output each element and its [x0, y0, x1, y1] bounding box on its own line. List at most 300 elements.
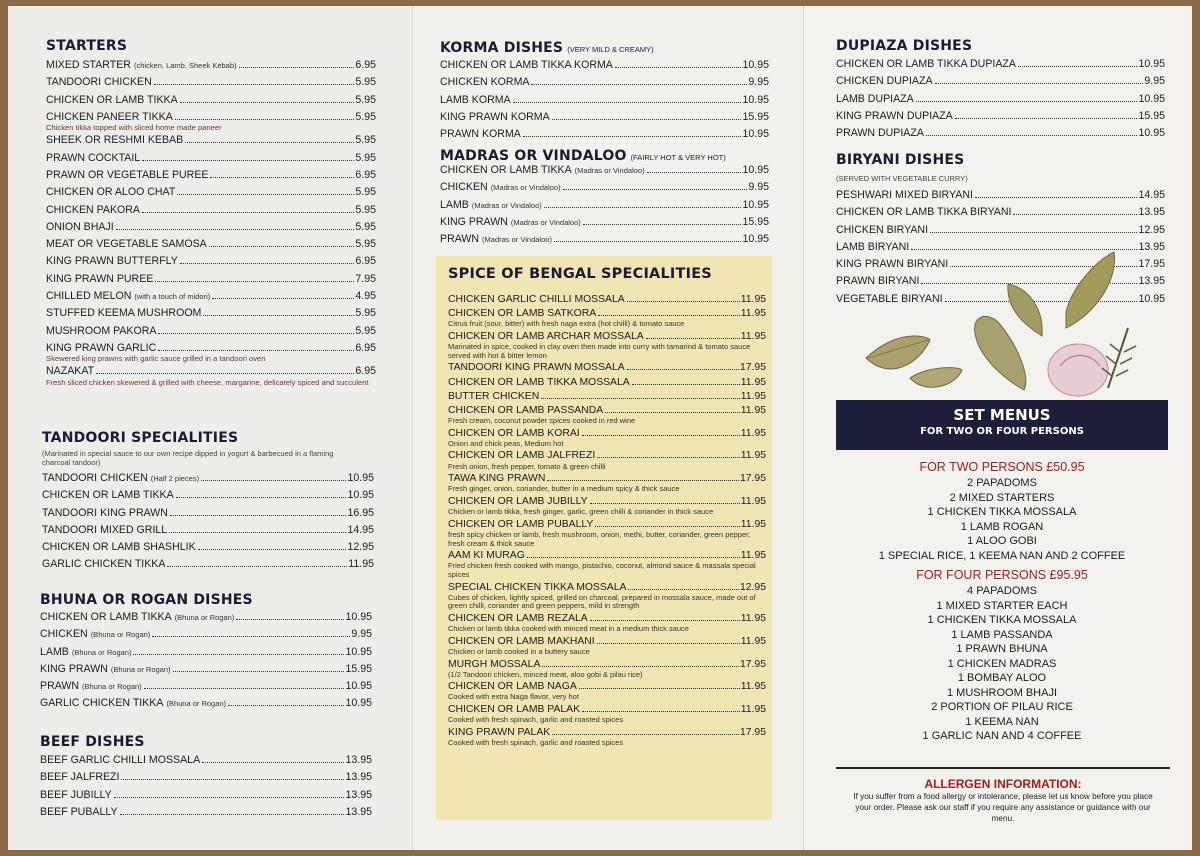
- menu-item-price: 17.95: [739, 362, 766, 374]
- leader-dots: [590, 620, 740, 621]
- menu-item: [46, 273, 376, 290]
- dupiaza-list: [836, 58, 1165, 144]
- menu-item-name: MIXED STARTER: [46, 59, 131, 71]
- madras-list: [440, 164, 769, 250]
- menu-item-name: PRAWN OR VEGETABLE PUREE: [46, 168, 209, 181]
- leader-dots: [1018, 66, 1138, 67]
- menu-item-desc: (Bhuna or Rogan): [110, 664, 171, 674]
- menu-item-price: 5.95: [355, 324, 376, 337]
- menu-item-name: CHICKEN OR LAMB JUBILLY: [448, 496, 588, 508]
- menu-item-name: BUTTER CHICKEN: [448, 390, 540, 402]
- menu-item: [836, 224, 1165, 241]
- menu-item-desc: (Madras or Vindaloo): [574, 166, 645, 175]
- menu-item: [836, 189, 1165, 206]
- menu-item-note: Cubes of chicken, lightly spiced, grilled on charcoal, prepared in mossala sauce, made out of green chilli, coriander and green peppers, mild in strength: [448, 592, 756, 611]
- menu-item: [46, 238, 376, 255]
- set-four-lines: [836, 585, 1168, 745]
- leader-dots: [96, 373, 354, 374]
- rosemary-icon: [1102, 328, 1136, 388]
- leader-dots: [239, 67, 355, 68]
- leader-dots: [228, 705, 344, 706]
- menu-item-price: 9.95: [1144, 75, 1165, 88]
- menu-item-name: CHICKEN OR LAMB REZALA: [448, 612, 588, 624]
- menu-item-price: 13.95: [345, 754, 372, 766]
- leader-dots: [975, 197, 1138, 198]
- specialities-list: [448, 294, 766, 750]
- menu-item-name: KING PRAWN: [440, 215, 508, 228]
- menu-item-name: CHICKEN: [440, 181, 488, 194]
- menu-item-price: 10.95: [345, 645, 372, 658]
- menu-item-price: 11.95: [740, 450, 766, 462]
- garlic-icon: [1048, 344, 1108, 396]
- menu-item-name: CHICKEN OR LAMB NAGA: [448, 681, 577, 693]
- menu-item-note: Fried chicken fresh cooked with mango, pistachio, coconut, almond sauce & massala special spices: [448, 561, 756, 579]
- menu-item: [448, 377, 766, 391]
- menu-item-price: 11.95: [740, 518, 766, 530]
- menu-item: [440, 181, 769, 198]
- menu-item: [40, 771, 372, 788]
- menu-item-name: KING PRAWN BUTTERFLY: [46, 255, 178, 268]
- leader-dots: [579, 688, 740, 689]
- leader-dots: [554, 241, 742, 242]
- leader-dots: [563, 189, 748, 190]
- menu-item-price: 6.95: [355, 59, 376, 71]
- set-menu-line: 2 PAPADOMS: [967, 477, 1037, 489]
- divider: [836, 767, 1170, 769]
- menu-item-name: KING PRAWN: [40, 662, 108, 675]
- menu-item-name: ONION BHAJI: [46, 220, 114, 233]
- menu-item-name: GARLIC CHICKEN TIKKA: [42, 558, 166, 571]
- menu-item-name: TAWA KING PRAWN: [448, 473, 546, 485]
- leader-dots: [209, 246, 355, 247]
- leader-dots: [154, 84, 355, 85]
- menu-item-price: 5.95: [355, 186, 376, 199]
- menu-item: [440, 199, 769, 216]
- leader-dots: [142, 212, 354, 213]
- menu-item-name: CHILLED MELON: [46, 290, 132, 303]
- menu-item-name: CHICKEN OR LAMB TIKKA KORMA: [440, 59, 613, 71]
- menu-item: [46, 186, 376, 203]
- menu-item-price: 10.95: [345, 680, 372, 693]
- leader-dots: [583, 224, 742, 225]
- menu-item-price: 13.95: [1138, 275, 1165, 288]
- menu-item-name: KING PRAWN DUPIAZA: [836, 109, 953, 122]
- menu-item-note: Skewered king prawns with garlic sauce grilled in a tandoori oven: [46, 354, 266, 364]
- tandoori-title: TANDOORI SPECIALITIES: [42, 430, 239, 446]
- set-menu-line: 1 MUSHROOM BHAJI: [946, 686, 1057, 699]
- menu-item-name: CHICKEN OR LAMB TIKKA DUPIAZA: [836, 58, 1016, 70]
- set-menu-line: 1 GARLIC NAN AND 4 COFFEE: [922, 730, 1082, 742]
- leader-dots: [144, 688, 345, 689]
- menu-item-price: 10.95: [742, 93, 769, 106]
- menu-item: [836, 127, 1165, 144]
- menu-item-price: 17.95: [739, 726, 766, 738]
- set-menu-line: 1 BOMBAY ALOO: [957, 672, 1047, 684]
- menu-item-desc: (Bhuna or Rogan): [90, 630, 151, 640]
- bhuna-title: BHUNA OR ROGAN DISHES: [40, 592, 253, 608]
- allergen-text: If you suffer from a food allergy or intolerance, please let us know before you place your order. Please ask our staff if you require any assistance or guidance with our menu.: [853, 792, 1153, 823]
- menu-item-price: 17.95: [739, 658, 766, 670]
- menu-item: [46, 290, 376, 307]
- menu-item-name: LAMB DUPIAZA: [836, 92, 914, 105]
- menu-item-name: TANDOORI CHICKEN: [46, 76, 152, 89]
- menu-item-desc: (Madras or Vindaloo): [482, 235, 552, 245]
- menu-item-price: 11.95: [740, 681, 766, 693]
- menu-item-name: CHICKEN PANEER TIKKA: [46, 110, 173, 123]
- menu-item-name: MURGH MOSSALA: [448, 658, 541, 670]
- menu-item-price: 10.95: [742, 128, 769, 141]
- leader-dots: [185, 142, 354, 143]
- menu-item-name: CHICKEN OR ALOO CHAT: [46, 186, 176, 199]
- menu-item-note: Marinated in spice, cooked in clay oven then made into curry with tamarind & tomato sauce served with hot & bitter lemon: [448, 342, 751, 360]
- menu-item-price: 11.95: [348, 558, 374, 571]
- menu-item-name: GARLIC CHICKEN TIKKA: [40, 697, 164, 710]
- menu-item: [42, 507, 374, 524]
- leader-dots: [121, 779, 344, 780]
- madras-note: (FAIRLY HOT & VERY HOT): [630, 153, 726, 162]
- korma-title: KORMA DISHES (VERY MILD & CREAMY): [440, 40, 654, 56]
- menu-item-note: Cooked with extra Naga flavor, very hot: [448, 692, 579, 702]
- bhuna-list: [40, 611, 372, 715]
- menu-item-price: 11.95: [740, 427, 766, 439]
- menu-item-name: SHEEK OR RESHMI KEBAB: [46, 134, 184, 147]
- menu-item-price: 13.95: [345, 771, 372, 784]
- set-menu-line: 1 MIXED STARTER EACH: [936, 599, 1068, 612]
- menu-item: [42, 472, 374, 489]
- korma-list: [440, 59, 769, 145]
- menu-item-note: Fresh onion, fresh pepper, tomato & green chilli: [448, 461, 606, 471]
- menu-item: [46, 255, 376, 272]
- leader-dots: [597, 643, 740, 644]
- menu-item: [40, 680, 372, 697]
- set-menu-line: 1 CHICKEN TIKKA MOSSALA: [927, 614, 1077, 626]
- leader-dots: [116, 229, 355, 230]
- menu-item-name: CHICKEN OR LAMB TIKKA MOSSALA: [448, 376, 630, 388]
- leader-dots: [916, 101, 1138, 102]
- leader-dots: [203, 315, 354, 316]
- leader-dots: [212, 298, 354, 299]
- menu-item: [440, 128, 769, 145]
- menu-item-price: 15.95: [345, 662, 372, 675]
- leader-dots: [158, 333, 354, 334]
- menu-item: [448, 362, 766, 376]
- menu-item-name: KING PRAWN PUREE: [46, 272, 154, 285]
- menu-item-price: 13.95: [1138, 240, 1165, 253]
- leader-dots: [582, 711, 740, 712]
- menu-item-price: 10.95: [742, 59, 769, 71]
- menu-item-note: Chicken or lamb cooked in a buttery sauce: [448, 646, 590, 656]
- leader-dots: [177, 194, 354, 195]
- set-menus-banner: [836, 400, 1168, 450]
- menu-item-name: MEAT OR VEGETABLE SAMOSA: [46, 238, 207, 251]
- allergen-info: [846, 777, 1160, 824]
- menu-item-name: CHICKEN OR LAMB SHASHLIK: [42, 541, 196, 554]
- menu-item-note: Chicken or lamb tikka, fresh ginger, garlic, green chilli & coriander in thick sauce: [448, 507, 714, 517]
- menu-item-price: 5.95: [355, 220, 376, 233]
- menu-item-price: 11.95: [740, 635, 766, 647]
- leader-dots: [169, 532, 346, 533]
- menu-item-name: VEGETABLE BIRYANI: [836, 292, 943, 305]
- menu-item-price: 15.95: [742, 215, 769, 228]
- menu-item-desc: (Madras or Vindaloo): [490, 183, 561, 193]
- tandoori-list: [42, 472, 374, 576]
- menu-item-name: LAMB: [440, 198, 469, 211]
- leader-dots: [152, 636, 350, 637]
- menu-item-price: 16.95: [347, 506, 374, 519]
- menu-item: [42, 541, 374, 558]
- menu-item-name: PRAWN COCKTAIL: [46, 151, 141, 164]
- menu-item-price: 10.95: [1138, 127, 1165, 140]
- leader-dots: [176, 497, 347, 498]
- menu-item-price: 10.95: [1138, 92, 1165, 105]
- menu-item-price: 14.95: [347, 523, 374, 536]
- set-menu-line: 1 LAMB PASSANDA: [951, 628, 1053, 641]
- menu-item-price: 12.95: [1138, 223, 1165, 236]
- set-two-lines: [836, 477, 1168, 564]
- set-menu-line: 2 PORTION OF PILAU RICE: [931, 701, 1073, 713]
- menu-item-name: CHICKEN OR LAMB ARCHAR MOSSALA: [448, 330, 644, 342]
- menu-item-name: CHICKEN DUPIAZA: [836, 75, 933, 88]
- starters-list: [46, 59, 376, 389]
- leader-dots: [552, 119, 742, 120]
- menu-item-price: 6.95: [355, 341, 376, 354]
- menu-item: [40, 806, 372, 823]
- menu-item: [448, 294, 766, 308]
- leader-dots: [595, 526, 739, 527]
- leader-dots: [935, 83, 1144, 84]
- menu-item-name: CHICKEN PAKORA: [46, 203, 140, 216]
- leader-dots: [597, 457, 740, 458]
- menu-item-desc: (Half 2 pieces): [150, 474, 200, 483]
- menu-item: [440, 76, 769, 93]
- menu-item-price: 11.95: [740, 496, 766, 508]
- menu-item-price: 10.95: [742, 164, 769, 176]
- menu-item-note: Onion and chick peas, Medium hot: [448, 438, 564, 448]
- menu-item-price: 5.95: [355, 76, 376, 89]
- menu-item: [46, 307, 376, 324]
- menu-item: [40, 754, 372, 771]
- menu-item-desc: (with a touch of midori): [134, 292, 211, 302]
- menu-item-name: TANDOORI CHICKEN: [42, 472, 148, 484]
- leader-dots: [158, 350, 354, 351]
- menu-item: [836, 75, 1165, 92]
- menu-item-desc: (Bhuna or Rogan): [71, 647, 132, 657]
- menu-item: [440, 164, 769, 181]
- menu-item-price: 6.95: [355, 365, 376, 378]
- menu-item-price: 5.95: [355, 203, 376, 216]
- menu-item: [46, 134, 376, 151]
- menu-item: [46, 204, 376, 221]
- menu-item: [440, 216, 769, 233]
- menu-item-price: 11.95: [740, 294, 766, 305]
- menu-item-name: CHICKEN KORMA: [440, 76, 530, 89]
- menu-item-name: BEEF JALFREZI: [40, 771, 120, 784]
- leader-dots: [173, 671, 345, 672]
- menu-item-name: KING PRAWN KORMA: [440, 110, 550, 123]
- set-menu-line: 1 SPECIAL RICE, 1 KEEMA NAN AND 2 COFFEE: [878, 549, 1126, 562]
- leader-dots: [955, 118, 1138, 119]
- leader-dots: [605, 412, 740, 413]
- menu-item-name: BEEF PUBALLY: [40, 805, 118, 818]
- leader-dots: [527, 557, 740, 558]
- menu-item-price: 11.95: [740, 704, 766, 716]
- leader-dots: [647, 172, 742, 173]
- menu-item-price: 9.95: [351, 628, 372, 641]
- set-four-heading: FOR FOUR PERSONS £95.95: [916, 568, 1088, 582]
- menu-item-name: STUFFED KEEMA MUSHROOM: [46, 307, 202, 320]
- menu-item-price: 12.95: [739, 581, 766, 593]
- set-menu-line: 1 CHICKEN TIKKA MOSSALA: [927, 506, 1077, 518]
- menu-item: [46, 152, 376, 169]
- menu-item-price: 15.95: [1138, 109, 1165, 122]
- leader-dots: [646, 338, 740, 339]
- menu-item-price: 10.95: [345, 697, 372, 710]
- menu-item-name: MUSHROOM PAKORA: [46, 324, 157, 337]
- menu-item-name: PRAWN DUPIAZA: [836, 127, 924, 140]
- menu-item-desc: (Bhuna or Rogan): [166, 699, 227, 709]
- specialities-box: [436, 256, 772, 820]
- leader-dots: [590, 503, 740, 504]
- set-two-persons: [836, 460, 1168, 564]
- menu-item-price: 14.95: [1138, 189, 1165, 201]
- leader-dots: [180, 102, 355, 103]
- menu-item: [448, 391, 766, 405]
- madras-title: MADRAS OR VINDALOO (FAIRLY HOT & VERY HOT): [440, 148, 726, 164]
- allergen-title: ALLERGEN INFORMATION:: [924, 777, 1082, 791]
- menu-item-name: BEEF JUBILLY: [40, 788, 112, 801]
- menu-item-price: 10.95: [742, 198, 769, 211]
- menu-item: [46, 94, 376, 111]
- menu-item-name: LAMB KORMA: [440, 93, 511, 106]
- menu-item-price: 17.95: [1138, 258, 1165, 271]
- menu-item: [46, 59, 376, 76]
- menu-item-note: Fresh cream, coconut powder spices cooked in red wine: [448, 416, 636, 426]
- menu-item-name: KING PRAWN BIRYANI: [836, 258, 949, 271]
- menu-item-price: 5.95: [355, 307, 376, 320]
- menu-item-price: 10.95: [345, 611, 372, 623]
- menu-item-price: 6.95: [355, 168, 376, 181]
- korma-note: (VERY MILD & CREAMY): [567, 45, 654, 54]
- menu-item-price: 5.95: [355, 110, 376, 123]
- menu-item-note: Cooked with fresh spinach, garlic and roasted spices: [448, 738, 624, 748]
- menu-item-price: 5.95: [355, 151, 376, 164]
- menu-item-name: LAMB: [40, 645, 69, 658]
- menu-item: [40, 789, 372, 806]
- beef-list: [40, 754, 372, 823]
- leader-dots: [523, 136, 742, 137]
- menu-item-price: 9.95: [748, 181, 769, 194]
- menu-item-price: 9.95: [748, 76, 769, 89]
- tandoori-note: (Marinated in special sauce to our own recipe dipped in yogurt & barbecued in a flaming charcoal tandoor): [42, 449, 334, 467]
- leader-dots: [547, 480, 739, 481]
- menu-item: [42, 489, 374, 506]
- leader-dots: [133, 654, 344, 655]
- menu-item-name: AAM KI MURAG: [448, 550, 525, 562]
- leader-dots: [513, 102, 742, 103]
- menu-item-name: PESHWARI MIXED BIRYANI: [836, 189, 973, 201]
- menu-item-note: Chicken tikka topped with sliced home made paneer: [46, 123, 222, 133]
- menu-item: [836, 206, 1165, 223]
- leader-dots: [531, 84, 747, 85]
- leader-dots: [180, 263, 355, 264]
- leader-dots: [210, 177, 354, 178]
- menu-item-name: BEEF GARLIC CHILLI MOSSALA: [40, 754, 201, 766]
- menu-item: [40, 628, 372, 645]
- menu-item-price: 11.95: [740, 308, 766, 320]
- leader-dots: [542, 666, 739, 667]
- set-menu-line: 1 ALOO GOBI: [967, 535, 1037, 547]
- menu-item-price: 6.95: [355, 255, 376, 268]
- leader-dots: [615, 67, 742, 68]
- menu-item: [46, 76, 376, 93]
- menu-item-price: 10.95: [347, 472, 374, 484]
- leader-dots: [552, 734, 739, 735]
- herbs-illustration: [858, 248, 1158, 398]
- menu-item: [42, 558, 374, 575]
- menu-item-price: 11.95: [740, 376, 766, 388]
- leader-dots: [1013, 214, 1137, 215]
- set-menus-title: SET MENUS: [953, 406, 1051, 424]
- menu-item-note: Fresh ginger, onion, coriander, butter in a medium spicy & thick sauce: [448, 484, 680, 494]
- set-menus-subtitle: FOR TWO OR FOUR PERSONS: [920, 426, 1084, 437]
- menu-item: [46, 221, 376, 238]
- menu-item: [40, 646, 372, 663]
- set-menu-line: 1 PRAWN BHUNA: [956, 643, 1048, 655]
- menu-item: [440, 59, 769, 76]
- leader-dots: [627, 369, 739, 370]
- leader-dots: [142, 160, 354, 161]
- menu-item-price: 11.95: [740, 330, 766, 342]
- menu-item-note: Chicken or lamb tikka cooked with minced meat in a medium thick sauce: [448, 624, 689, 634]
- menu-item-price: 13.95: [345, 805, 372, 818]
- leader-dots: [930, 232, 1137, 233]
- menu-item: [836, 58, 1165, 75]
- menu-item-price: 5.95: [355, 93, 376, 106]
- menu-item-name: CHICKEN OR LAMB TIKKA: [46, 93, 178, 106]
- menu-item-name: NAZAKAT: [46, 365, 95, 378]
- menu-item-note: fresh spicy chicken or lamb, fresh mushroom, onion, methi, butter, coriander, green pepper, fresh cream & thick sauce: [448, 530, 751, 548]
- menu-item-name: CHICKEN OR LAMB PASSANDA: [448, 404, 604, 416]
- menu-item-price: 10.95: [1138, 58, 1165, 70]
- menu-item-name: CHICKEN OR LAMB TIKKA BIRYANI: [836, 206, 1012, 219]
- menu-item-name: CHICKEN: [40, 628, 88, 641]
- leader-dots: [598, 315, 740, 316]
- specialities-title: SPICE OF BENGAL SPECIALITIES: [448, 266, 712, 282]
- menu-item-note: Fresh sliced chicken skewered & grilled with cheese, margarine, delicately spiced and succulent: [46, 377, 369, 387]
- menu-item-name: KING PRAWN PALAK: [448, 726, 551, 738]
- menu-item-price: 11.95: [740, 404, 766, 416]
- menu-item-name: PRAWN: [40, 680, 80, 693]
- beef-title: BEEF DISHES: [40, 734, 145, 750]
- leader-dots: [628, 589, 739, 590]
- set-menu-line: 2 MIXED STARTERS: [949, 491, 1055, 504]
- menu-item-name: CHICKEN OR LAMB TIKKA: [440, 164, 572, 176]
- menu-item-price: 5.95: [355, 238, 376, 251]
- menu-item: [40, 663, 372, 680]
- menu-item: [46, 325, 376, 342]
- menu-item-name: TANDOORI KING PRAWN MOSSALA: [448, 362, 625, 374]
- menu-item-name: TANDOORI MIXED GRILL: [42, 523, 168, 536]
- leader-dots: [155, 281, 354, 282]
- menu-item-price: 10.95: [347, 489, 374, 502]
- menu-item-price: 4.95: [355, 290, 376, 303]
- menu-item-desc: (Madras or Vindaloo): [471, 200, 542, 210]
- menu-item-desc: (chicken, Lamb, Sheek Kebab): [133, 61, 237, 70]
- menu-item-desc: (Bhuna or Rogan): [82, 682, 142, 692]
- leader-dots: [198, 549, 347, 550]
- leader-dots: [170, 515, 347, 516]
- menu-item-price: 5.95: [355, 134, 376, 147]
